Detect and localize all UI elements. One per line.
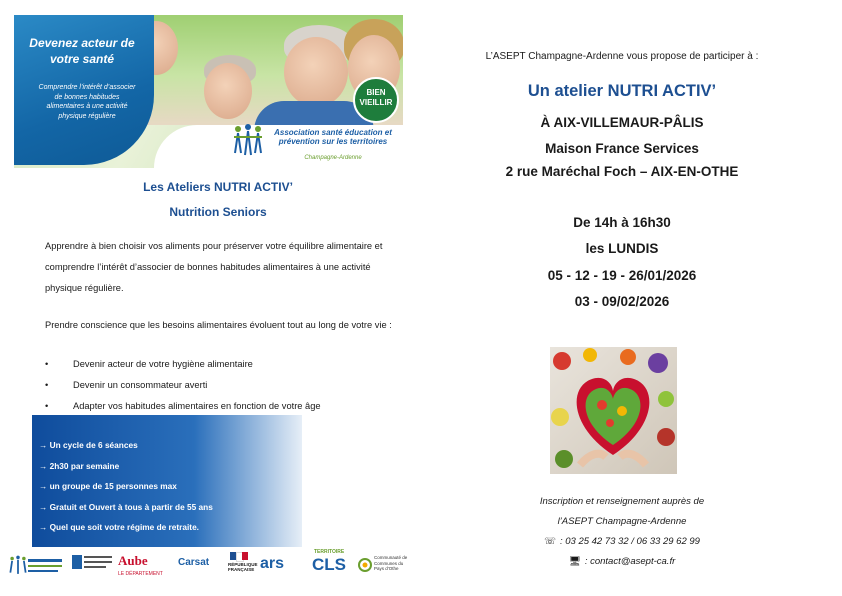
banner-headline: Devenez acteur de votre santé [29, 36, 135, 66]
banner-text: Comprendre l’intérêt d’associer de bonnes habitudes alimentaires à une activité physique régulière [38, 84, 136, 120]
location-venue: Maison France Services [545, 141, 699, 156]
schedule-dates-january: 05 - 12 - 19 - 26/01/2026 [547, 268, 697, 283]
republique-logo: RÉPUBLIQUE FRANÇAISE [228, 549, 258, 583]
computer-icon: 🖥 [568, 556, 581, 567]
phone-icon: ☏ [544, 536, 556, 547]
list-item: → Gratuit et Ouvert à tous à partir de 55 ans [39, 501, 213, 512]
phone-numbers[interactable]: : 03 25 42 73 32 / 06 33 29 62 99 [559, 536, 700, 547]
healthy-food-photo [550, 347, 677, 474]
list-item: → un groupe de 15 personnes max [39, 481, 177, 491]
list-item: → 2h30 par semaine [39, 460, 120, 471]
schedule-days: les LUNDIS [585, 241, 659, 256]
propose-text: L’ASEPT Champagne-Ardenne vous propose de participer à : [485, 51, 759, 62]
contact-line-2: l’ASEPT Champagne-Ardenne [557, 516, 687, 527]
ateliers-subtitle: Nutrition Seniors [169, 205, 267, 219]
email-address[interactable]: : contact@asept-ca.fr [584, 556, 676, 567]
list-item: • Adapter vos habitudes alimentaires en fonction de votre âge [45, 396, 405, 417]
bien-vieillir-badge: BIEN VIEILLIR [353, 77, 399, 123]
list-item: → Un cycle de 6 séances [39, 440, 138, 450]
asept-logo [6, 549, 64, 583]
location-address: 2 rue Maréchal Foch – AIX-EN-OTHE [505, 164, 739, 179]
header-banner [14, 15, 403, 168]
pays-othe-logo: Communauté de Communes du Pays d’Othe [358, 549, 410, 583]
association-region: Champagne-Ardenne [304, 155, 362, 161]
contact-phone [430, 536, 814, 547]
location-city: À AIX-VILLEMAUR-PÂLIS [540, 115, 704, 130]
list-item: • Devenir acteur de votre hygiène alimentaire [45, 354, 405, 375]
atelier-title: Un atelier NUTRI ACTIV’ [527, 82, 717, 100]
ateliers-title: Les Ateliers NUTRI ACTIV’ [143, 180, 293, 194]
cls-logo: TERRITOIRE CLS [312, 549, 346, 574]
info-list [32, 415, 302, 538]
contact-line-1: Inscription et renseignement auprès de [539, 496, 705, 507]
objectives-list [45, 354, 405, 417]
besoins-paragraph: Prendre conscience que les besoins alimentaires évoluent tout au long de votre vie : [45, 320, 392, 330]
intro-paragraph: Apprendre à bien choisir vos aliments pour préserver votre équilibre alimentaire et comprendre l’intérêt d’associer de bonnes habitudes alimentaires à une activité physique régulière. [45, 241, 383, 293]
schedule-dates-february: 03 - 09/02/2026 [574, 294, 670, 309]
list-item: → Quel que soit votre régime de retraite. [39, 522, 199, 532]
ars-logo: ars [260, 555, 285, 572]
schedule-hours: De 14h à 16h30 [573, 215, 671, 230]
asept-figures-icon [232, 123, 264, 157]
msa-logo [70, 549, 114, 583]
list-item: • Devenir un consommateur averti [45, 375, 405, 396]
contact-email [430, 556, 814, 567]
info-box [32, 415, 302, 547]
carsat-logo: Carsat [178, 557, 210, 568]
partner-logos [6, 549, 410, 583]
aube-logo: Aube LE DÉPARTEMENT [118, 553, 163, 577]
association-name: Association santé éducation et prévention sur les territoires [274, 128, 392, 146]
